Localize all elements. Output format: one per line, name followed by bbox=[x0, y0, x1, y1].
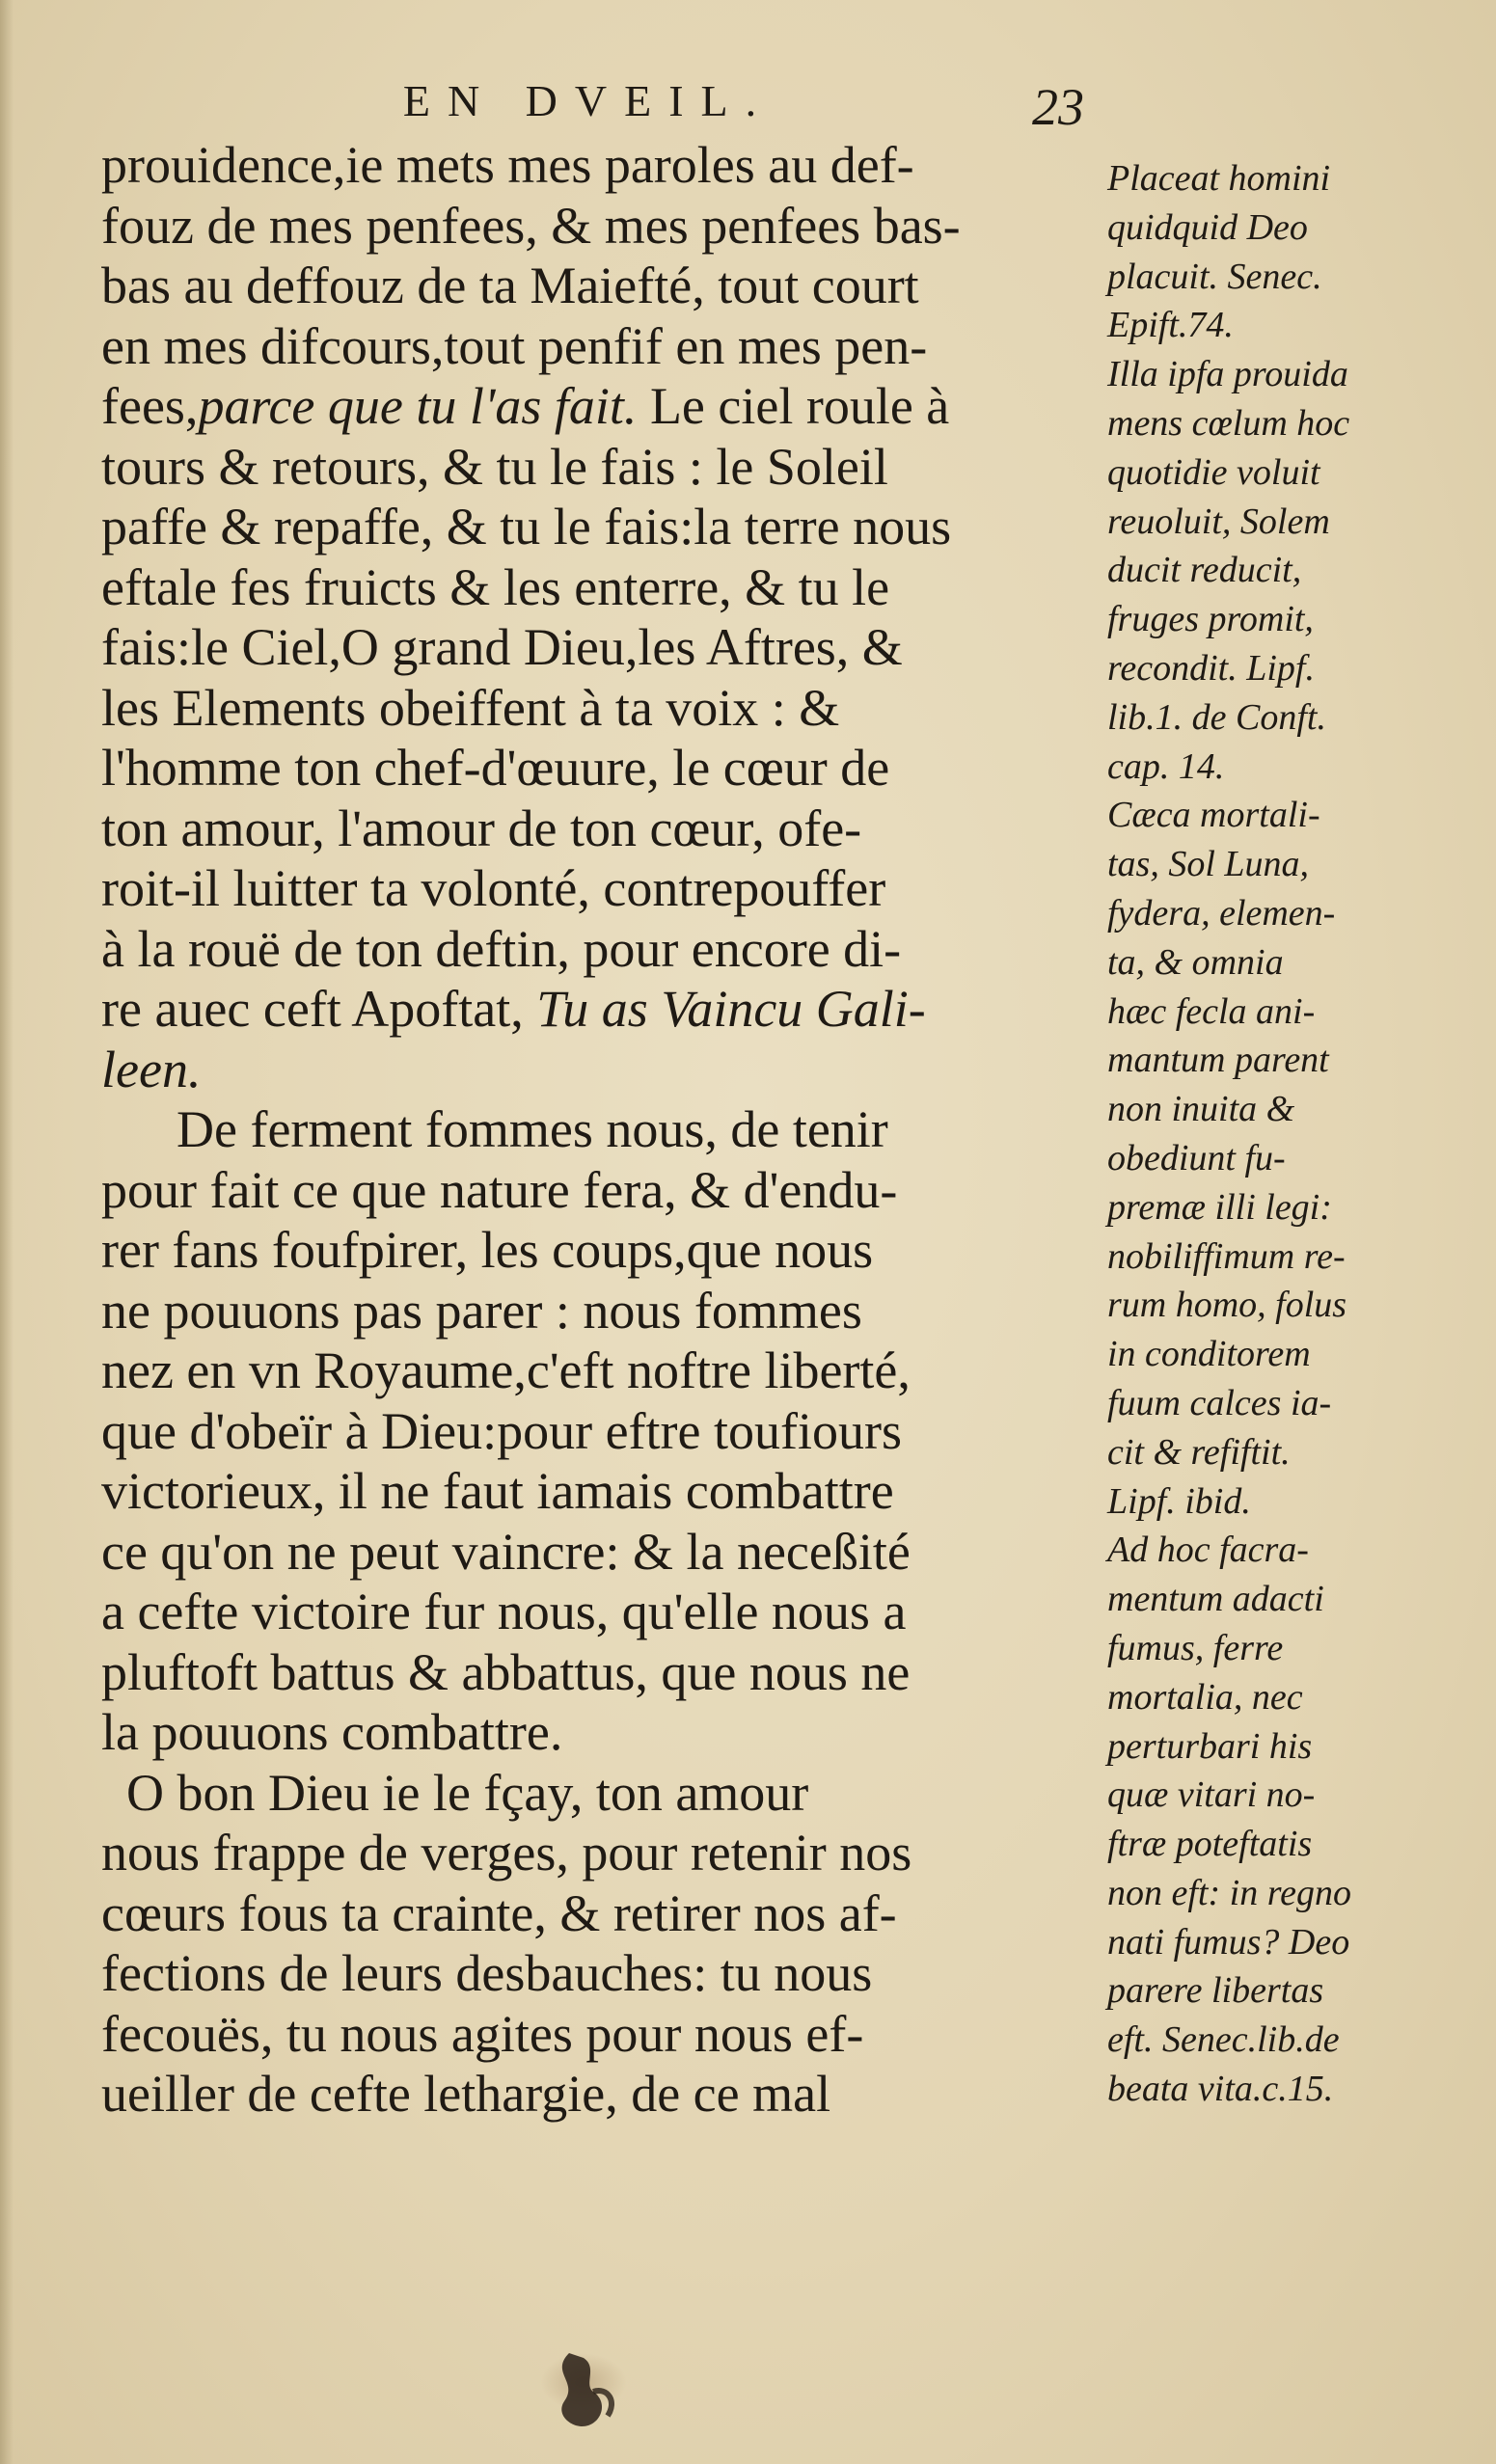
marginal-note-line: nobiliffimum re- bbox=[1107, 1235, 1346, 1277]
text-segment: Le ciel roule à bbox=[637, 377, 950, 435]
text-line bbox=[101, 1943, 1085, 2004]
marginal-note-line: Placeat homini bbox=[1107, 158, 1331, 199]
text-line bbox=[101, 678, 1085, 739]
marginal-note-line: reuoluit, Solem bbox=[1107, 501, 1330, 542]
text-segment: l'homme ton chef-d'œuure, le cœur de bbox=[101, 739, 890, 797]
marginal-note-line: hæc fecla ani- bbox=[1107, 990, 1316, 1032]
text-segment: fais:le Ciel,O grand Dieu,les Aftres, & bbox=[101, 618, 903, 676]
text-line bbox=[101, 557, 1085, 618]
text-line bbox=[101, 1401, 1085, 1462]
marginal-note-line: tas, Sol Luna, bbox=[1107, 844, 1310, 885]
marginal-note-line: parere libertas bbox=[1107, 1970, 1324, 2012]
text-segment: ne pouuons pas parer : nous fommes bbox=[101, 1281, 862, 1340]
text-line bbox=[101, 1642, 1085, 1703]
marginal-note-line: obediunt fu- bbox=[1107, 1137, 1286, 1178]
text-line bbox=[101, 1702, 1085, 1763]
marginal-note-line: beata vita.c.15. bbox=[1107, 2069, 1334, 2110]
text-segment: la pouuons combattre. bbox=[101, 1703, 563, 1761]
text-segment: tours & retours, & tu le fais : le Soleil bbox=[101, 437, 888, 496]
text-segment: prouidence,ie mets mes paroles au def- bbox=[101, 136, 914, 194]
text-line bbox=[101, 1883, 1085, 1944]
running-title: EN DVEIL. bbox=[402, 76, 775, 125]
page-number: 23 bbox=[1032, 78, 1084, 136]
text-line bbox=[101, 2064, 1085, 2125]
marginal-note-line: cap. 14. bbox=[1107, 745, 1225, 787]
text-line bbox=[101, 858, 1085, 919]
printer-ornament bbox=[511, 2334, 656, 2450]
text-segment: eftale fes fruicts & les enterre, & tu le bbox=[101, 557, 890, 616]
text-segment: cœurs fous ta crainte, & retirer nos af- bbox=[101, 1883, 897, 1942]
text-line bbox=[101, 979, 1085, 1040]
main-text-block bbox=[101, 135, 1085, 2125]
marginal-note-line: quidquid Deo bbox=[1107, 206, 1308, 248]
marginal-note-line: eft. Senec.lib.de bbox=[1107, 2019, 1340, 2061]
text-line bbox=[101, 799, 1085, 859]
marginal-note-line: non eft: in regno bbox=[1107, 1872, 1351, 1913]
text-line bbox=[101, 919, 1085, 980]
text-line bbox=[101, 1040, 1085, 1100]
marginal-note-line: Lipf. ibid. bbox=[1107, 1480, 1251, 1522]
marginal-note-line: cit & refiftit. bbox=[1107, 1431, 1291, 1473]
text-segment: à la rouë de ton deftin, pour encore di- bbox=[101, 919, 902, 978]
text-segment: a cefte victoire fur nous, qu'elle nous a bbox=[101, 1583, 907, 1640]
text-line bbox=[101, 617, 1085, 678]
text-segment: que d'obeïr à Dieu:pour eftre toufiours bbox=[101, 1401, 902, 1460]
italic-segment: leen. bbox=[101, 1040, 202, 1098]
marginal-note-line: quæ vitari no- bbox=[1107, 1774, 1316, 1816]
text-line bbox=[101, 1160, 1085, 1221]
text-line bbox=[101, 1582, 1085, 1642]
text-line bbox=[101, 1220, 1085, 1281]
text-line bbox=[101, 2004, 1085, 2065]
text-segment: roit-il luitter ta volonté, contrepouffer bbox=[101, 859, 886, 917]
text-segment: paffe & repaffe, & tu le fais:la terre nous bbox=[101, 498, 952, 555]
marginal-note-line: fuum calces ia- bbox=[1107, 1382, 1332, 1423]
text-line bbox=[101, 437, 1085, 498]
marginal-note-line: quotidie voluit bbox=[1107, 451, 1320, 493]
text-segment: ueiller de cefte lethargie, de ce mal bbox=[101, 2065, 831, 2123]
text-segment: en mes difcours,tout penfif en mes pen- bbox=[101, 316, 928, 375]
text-line bbox=[101, 1340, 1085, 1401]
marginal-note-line: perturbari his bbox=[1107, 1725, 1313, 1767]
marginal-note-line: mantum parent bbox=[1107, 1040, 1329, 1081]
text-segment: fections de leurs desbauches: tu nous bbox=[101, 1944, 873, 2002]
marginal-note-line: ta, & omnia bbox=[1107, 941, 1284, 983]
marginal-note-line: ducit reducit, bbox=[1107, 550, 1302, 591]
text-segment: les Elements obeiffent à ta voix : & bbox=[101, 678, 840, 737]
text-line bbox=[101, 1763, 1085, 1824]
text-segment: nez en vn Royaume,c'eft noftre liberté, bbox=[101, 1341, 911, 1399]
marginal-note-line: recondit. Lipf. bbox=[1107, 647, 1315, 689]
italic-segment: Tu as Vaincu Gali- bbox=[523, 980, 926, 1038]
marginal-note-line: nati fumus? Deo bbox=[1107, 1921, 1350, 1963]
text-segment: fees, bbox=[101, 377, 199, 435]
text-segment: ton amour, l'amour de ton cœur, ofe- bbox=[101, 799, 862, 857]
text-line bbox=[101, 497, 1085, 557]
text-segment: fouz de mes penfees, & mes penfees bas- bbox=[101, 196, 961, 255]
marginal-note-line: lib.1. de Conft. bbox=[1107, 696, 1326, 738]
text-segment: O bon Dieu ie le fçay, ton amour bbox=[126, 1763, 809, 1822]
marginal-note-line: Epift.74. bbox=[1107, 305, 1234, 346]
text-segment: bas au deffouz de ta Maiefté, tout court bbox=[101, 257, 919, 314]
marginal-note-line: Illa ipfa prouida bbox=[1107, 354, 1348, 395]
text-line bbox=[101, 1522, 1085, 1583]
text-line bbox=[101, 196, 1085, 257]
marginal-note-line: premæ illi legi: bbox=[1107, 1186, 1332, 1228]
marginal-note-line: fumus, ferre bbox=[1107, 1627, 1284, 1668]
text-segment: De ferment fommes nous, de tenir bbox=[177, 1100, 888, 1158]
page-gutter-shadow bbox=[0, 0, 14, 2464]
text-line bbox=[101, 1281, 1085, 1341]
marginal-note-line: Cæca mortali- bbox=[1107, 795, 1320, 836]
text-line bbox=[101, 376, 1085, 437]
italic-segment: parce que tu l'as fait. bbox=[198, 377, 638, 435]
marginal-note-line: fydera, elemen- bbox=[1107, 892, 1336, 934]
marginal-note-line: Ad hoc facra- bbox=[1107, 1530, 1309, 1571]
text-line bbox=[101, 738, 1085, 799]
text-segment: ce qu'on ne peut vaincre: & la neceßité bbox=[101, 1522, 911, 1581]
text-segment: rer fans foufpirer, les coups,que nous bbox=[101, 1221, 874, 1279]
text-segment: pluftoft battus & abbattus, que nous ne bbox=[101, 1642, 911, 1701]
marginal-note-line: fruges promit, bbox=[1107, 599, 1314, 640]
marginal-note-line: mentum adacti bbox=[1107, 1579, 1324, 1620]
text-segment: nous frappe de verges, pour retenir nos bbox=[101, 1824, 912, 1882]
text-line bbox=[101, 256, 1085, 316]
text-line bbox=[101, 1823, 1085, 1883]
text-segment: pour fait ce que nature fera, & d'endu- bbox=[101, 1160, 898, 1219]
text-segment: re auec ceft Apoftat, bbox=[101, 980, 524, 1038]
marginal-notes bbox=[1107, 154, 1488, 2114]
text-line bbox=[101, 1461, 1085, 1522]
text-segment: fecouës, tu nous agites pour nous ef- bbox=[101, 2004, 864, 2063]
marginal-note-line: non inuita & bbox=[1107, 1089, 1295, 1130]
marginal-note-line: mortalia, nec bbox=[1107, 1676, 1303, 1718]
marginal-note-line: in conditorem bbox=[1107, 1334, 1311, 1375]
text-line bbox=[101, 1099, 1085, 1160]
text-line bbox=[101, 316, 1085, 377]
marginal-note-line: rum homo, folus bbox=[1107, 1285, 1347, 1326]
marginal-note-line: ftræ poteftatis bbox=[1107, 1824, 1313, 1865]
marginal-note-line: mens cœlum hoc bbox=[1107, 402, 1350, 444]
marginal-note-line: placuit. Senec. bbox=[1107, 256, 1322, 297]
text-segment: victorieux, il ne faut iamais combattre bbox=[101, 1462, 894, 1520]
text-line bbox=[101, 135, 1085, 196]
